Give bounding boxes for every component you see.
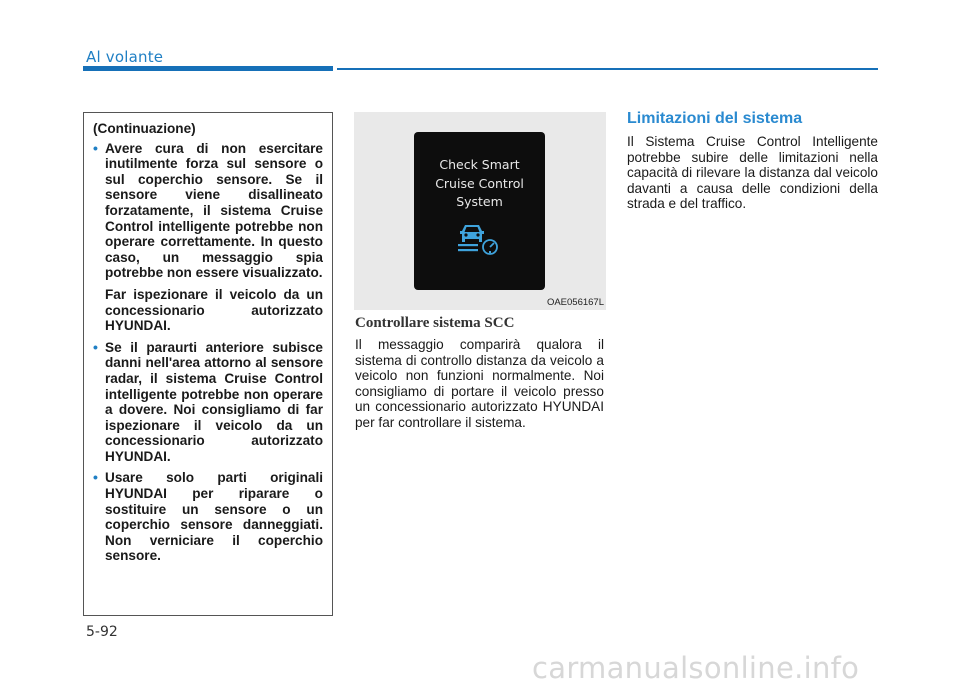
header-rule-thin [337,68,878,70]
display-message [414,156,545,212]
caution-box [83,112,333,616]
cluster-figure [354,112,606,310]
limitations-heading: Limitazioni del sistema [627,110,803,127]
bullet-icon: • [93,469,98,486]
continuation-label: (Continuazione) [93,121,196,136]
caution-bullet [93,340,323,465]
cluster-display [414,132,545,290]
scc-check-body: Il messaggio comparirà qualora il sistema di controllo distanza da veicolo a veicolo non funzioni normalmente. Noi consigliamo di portare il veicolo presso un concessionario autorizzato HYUNDAI per far controllare il sistema. [355,337,604,430]
bullet-extra-text: Far ispezionare il veicolo da un concessionario autorizzato HYUNDAI. [105,286,323,334]
scc-warning-icon [458,222,502,256]
bullet-text: Se il paraurti anteriore subisce danni nell'area attorno al sensore radar, il sistema Cruise Control intelligente potrebbe non operare a dovere. Noi consigliamo di far ispezionare il veicolo da un concessionario autorizzato HYUNDAI. [105,339,323,464]
bullet-text: Usare solo parti originali HYUNDAI per riparare o sostituire un sensore o un coperchio sensore danneggiati. Non verniciare il coperchio sensore. [105,470,323,564]
bullet-icon: • [93,139,98,156]
page-number: 5-92 [86,624,118,640]
display-line: System [456,194,503,209]
display-line: Cruise Control [435,175,524,191]
caution-bullet [93,141,323,281]
figure-code: OAE056167L [546,297,604,308]
display-line: Check Smart [439,157,520,172]
bullet-text: Avere cura di non esercitare inutilmente forza sul sensore o sul coperchio sensore. Se il sensore viene disallineato forzatamente, il sistema Cruise Control intelligente potrebbe non operare correttamente. In questo caso, un messaggio spia potrebbe non essere visualizzato. [105,140,323,281]
limitations-body: Il Sistema Cruise Control Intelligente potrebbe subire delle limitazioni nella capacità di rilevare la distanza dal veicolo davanti a causa delle condizioni della strada e del traffico. [627,134,878,212]
scc-check-heading: Controllare sistema SCC [355,315,515,331]
caution-bullet [93,470,323,564]
bullet-icon: • [93,338,98,355]
header-rule-thick [83,66,333,71]
section-title: Al volante [86,48,164,66]
watermark: carmanualsonline.info [532,651,860,685]
